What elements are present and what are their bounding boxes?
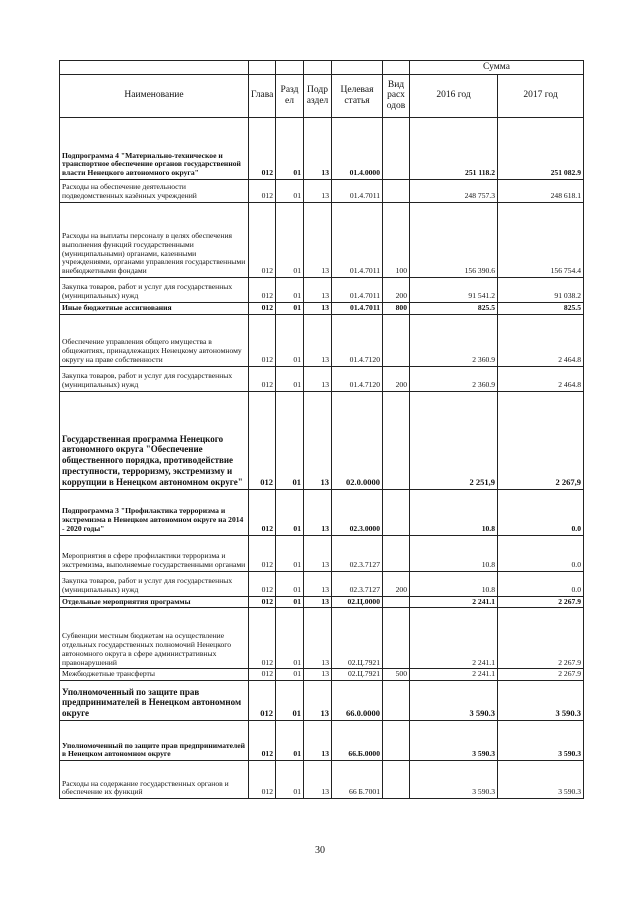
row-podrazdel: 13 (304, 669, 332, 681)
row-glava: 012 (249, 571, 276, 596)
row-name: Субвенции местным бюджетам на осуществление отдельных государственных полномочий Ненецкого автономного округа в сфере административных правонарушений (60, 608, 249, 669)
page-number: 30 (315, 845, 325, 856)
row-vid (383, 314, 410, 366)
row-podrazdel: 13 (304, 596, 332, 608)
row-2017: 2 267.9 (498, 608, 584, 669)
row-2017: 825.5 (498, 302, 584, 314)
row-glava: 012 (249, 366, 276, 391)
row-2017: 2 464.8 (498, 366, 584, 391)
row-glava: 012 (249, 608, 276, 669)
row-podrazdel: 13 (304, 761, 332, 799)
row-2016: 2 251,9 (410, 391, 498, 489)
table-row (60, 761, 584, 799)
row-razdel: 01 (276, 277, 304, 302)
row-razdel: 01 (276, 669, 304, 681)
row-2017: 2 267.9 (498, 669, 584, 681)
row-2016: 3 590.3 (410, 721, 498, 761)
row-name: Иные бюджетные ассигнования (60, 302, 249, 314)
row-razdel: 01 (276, 761, 304, 799)
row-glava: 012 (249, 681, 276, 721)
row-name: Закупка товаров, работ и услуг для государственных (муниципальных) нужд (60, 571, 249, 596)
row-name: Мероприятия в сфере профилактики терроризма и экстремизма, выполняемые государственными органами (60, 535, 249, 571)
row-razdel: 01 (276, 302, 304, 314)
table-row (60, 596, 584, 608)
row-vid (383, 681, 410, 721)
row-glava: 012 (249, 596, 276, 608)
header-blank (60, 61, 249, 75)
row-podrazdel: 13 (304, 179, 332, 202)
row-glava: 012 (249, 489, 276, 535)
row-2016: 2 241.1 (410, 669, 498, 681)
row-vid (383, 596, 410, 608)
row-razdel: 01 (276, 596, 304, 608)
row-2016: 91 541.2 (410, 277, 498, 302)
table-row (60, 535, 584, 571)
row-2016: 10.8 (410, 535, 498, 571)
row-target: 66.0.0000 (332, 681, 383, 721)
row-2016: 2 360.9 (410, 314, 498, 366)
row-2017: 0.0 (498, 489, 584, 535)
table-row (60, 179, 584, 202)
row-2016: 3 590.3 (410, 681, 498, 721)
header-glava: Глава (249, 74, 276, 117)
row-glava: 012 (249, 277, 276, 302)
row-2016: 2 241.1 (410, 596, 498, 608)
header-podrazdel: Подр аздел (304, 74, 332, 117)
header-name: Наименование (60, 74, 249, 117)
table-row (60, 669, 584, 681)
row-vid: 200 (383, 277, 410, 302)
row-target: 02.3.7127 (332, 535, 383, 571)
table-body (60, 117, 584, 798)
row-target: 01.4.7011 (332, 277, 383, 302)
row-2017: 248 618.1 (498, 179, 584, 202)
row-2016: 248 757.3 (410, 179, 498, 202)
row-vid (383, 608, 410, 669)
row-name: Закупка товаров, работ и услуг для государственных (муниципальных) нужд (60, 366, 249, 391)
table-row (60, 202, 584, 277)
row-vid (383, 179, 410, 202)
row-glava: 012 (249, 314, 276, 366)
row-razdel: 01 (276, 571, 304, 596)
row-podrazdel: 13 (304, 117, 332, 179)
row-podrazdel: 13 (304, 571, 332, 596)
row-2016: 3 590.3 (410, 761, 498, 799)
row-vid (383, 489, 410, 535)
row-glava: 012 (249, 669, 276, 681)
row-vid: 200 (383, 366, 410, 391)
row-target: 02.Ц.0000 (332, 596, 383, 608)
row-podrazdel: 13 (304, 721, 332, 761)
row-glava: 012 (249, 179, 276, 202)
header-target: Целевая статья (332, 74, 383, 117)
row-razdel: 01 (276, 179, 304, 202)
row-2017: 0.0 (498, 571, 584, 596)
row-2017: 2 267.9 (498, 596, 584, 608)
row-razdel: 01 (276, 391, 304, 489)
row-podrazdel: 13 (304, 489, 332, 535)
row-vid: 200 (383, 571, 410, 596)
table-row (60, 681, 584, 721)
table-row (60, 366, 584, 391)
row-razdel: 01 (276, 489, 304, 535)
row-name: Уполномоченный по защите прав предпринимателей в Ненецком автономном округе (60, 721, 249, 761)
header-vid: Вид расх одов (383, 74, 410, 117)
row-target: 01.4.7120 (332, 366, 383, 391)
row-target: 02.Ц.7921 (332, 608, 383, 669)
row-glava: 012 (249, 535, 276, 571)
row-razdel: 01 (276, 117, 304, 179)
row-name: Расходы на выплаты персоналу в целях обеспечения выполнения функций государственными (муниципальными) органами, казенными учреждениями, органами управления государственными внебюджетными фондами (60, 202, 249, 277)
table-row (60, 277, 584, 302)
row-glava: 012 (249, 761, 276, 799)
row-2017: 2 464.8 (498, 314, 584, 366)
row-target: 02.3.0000 (332, 489, 383, 535)
row-razdel: 01 (276, 366, 304, 391)
row-podrazdel: 13 (304, 314, 332, 366)
row-target: 66.Б.0000 (332, 721, 383, 761)
row-vid (383, 535, 410, 571)
row-target: 01.4.7120 (332, 314, 383, 366)
row-2016: 2 241.1 (410, 608, 498, 669)
row-name: Закупка товаров, работ и услуг для государственных (муниципальных) нужд (60, 277, 249, 302)
row-2016: 251 118.2 (410, 117, 498, 179)
row-razdel: 01 (276, 535, 304, 571)
row-glava: 012 (249, 721, 276, 761)
table-row (60, 721, 584, 761)
row-target: 02.0.0000 (332, 391, 383, 489)
row-name: Межбюджетные трансферты (60, 669, 249, 681)
row-2016: 10.8 (410, 571, 498, 596)
table-row (60, 571, 584, 596)
row-razdel: 01 (276, 202, 304, 277)
row-glava: 012 (249, 391, 276, 489)
row-name: Отдельные мероприятия программы (60, 596, 249, 608)
row-name: Уполномоченный по защите прав предпринимателей в Ненецком автономном округе (60, 681, 249, 721)
row-target: 66 Б.7001 (332, 761, 383, 799)
row-name: Расходы на обеспечение деятельности подведомственных казённых учреждений (60, 179, 249, 202)
budget-table (59, 60, 584, 799)
row-vid (383, 391, 410, 489)
row-name: Расходы на содержание государственных органов и обеспечение их функций (60, 761, 249, 799)
row-name: Подпрограмма 3 "Профилактика терроризма и экстремизма в Ненецком автономном округе на 2014 - 2020 годы" (60, 489, 249, 535)
table-row (60, 489, 584, 535)
row-vid (383, 761, 410, 799)
row-razdel: 01 (276, 721, 304, 761)
row-podrazdel: 13 (304, 277, 332, 302)
row-podrazdel: 13 (304, 391, 332, 489)
row-name: Обеспечение управления общего имущества в общежитиях, принадлежащих Ненецкому автономному округу на праве собственности (60, 314, 249, 366)
row-podrazdel: 13 (304, 535, 332, 571)
row-vid (383, 721, 410, 761)
row-podrazdel: 13 (304, 608, 332, 669)
row-name: Государственная программа Ненецкого автономного округа "Обеспечение общественного порядка, противодействие преступности, терроризму, экстремизму и коррупции в Ненецком автономном округе" (60, 391, 249, 489)
row-target: 01.4.7011 (332, 202, 383, 277)
header-2017: 2017 год (498, 74, 584, 117)
table-row (60, 391, 584, 489)
row-glava: 012 (249, 202, 276, 277)
row-target: 01.4.7011 (332, 302, 383, 314)
row-2017: 2 267,9 (498, 391, 584, 489)
row-2016: 2 360.9 (410, 366, 498, 391)
row-target: 02.3.7127 (332, 571, 383, 596)
row-vid (383, 117, 410, 179)
row-podrazdel: 13 (304, 302, 332, 314)
header-razdel: Разд ел (276, 74, 304, 117)
row-vid: 500 (383, 669, 410, 681)
row-razdel: 01 (276, 681, 304, 721)
row-target: 01.4.0000 (332, 117, 383, 179)
header-sum: Сумма (410, 61, 584, 75)
table-row (60, 608, 584, 669)
row-2017: 3 590.3 (498, 721, 584, 761)
row-2016: 825.5 (410, 302, 498, 314)
row-glava: 012 (249, 302, 276, 314)
row-podrazdel: 13 (304, 681, 332, 721)
row-vid: 800 (383, 302, 410, 314)
row-podrazdel: 13 (304, 366, 332, 391)
table-row (60, 117, 584, 179)
table-row (60, 314, 584, 366)
row-razdel: 01 (276, 608, 304, 669)
row-2016: 10.8 (410, 489, 498, 535)
row-2017: 3 590.3 (498, 761, 584, 799)
row-2017: 0.0 (498, 535, 584, 571)
row-vid: 100 (383, 202, 410, 277)
row-2017: 156 754.4 (498, 202, 584, 277)
header-2016: 2016 год (410, 74, 498, 117)
row-glava: 012 (249, 117, 276, 179)
row-2016: 156 390.6 (410, 202, 498, 277)
row-2017: 91 038.2 (498, 277, 584, 302)
row-2017: 3 590.3 (498, 681, 584, 721)
row-2017: 251 082.9 (498, 117, 584, 179)
row-target: 02.Ц.7921 (332, 669, 383, 681)
row-name: Подпрограмма 4 "Материально-техническое и транспортное обеспечение органов государственной власти Ненецкого автономного округа" (60, 117, 249, 179)
row-podrazdel: 13 (304, 202, 332, 277)
row-target: 01.4.7011 (332, 179, 383, 202)
table-row (60, 302, 584, 314)
row-razdel: 01 (276, 314, 304, 366)
